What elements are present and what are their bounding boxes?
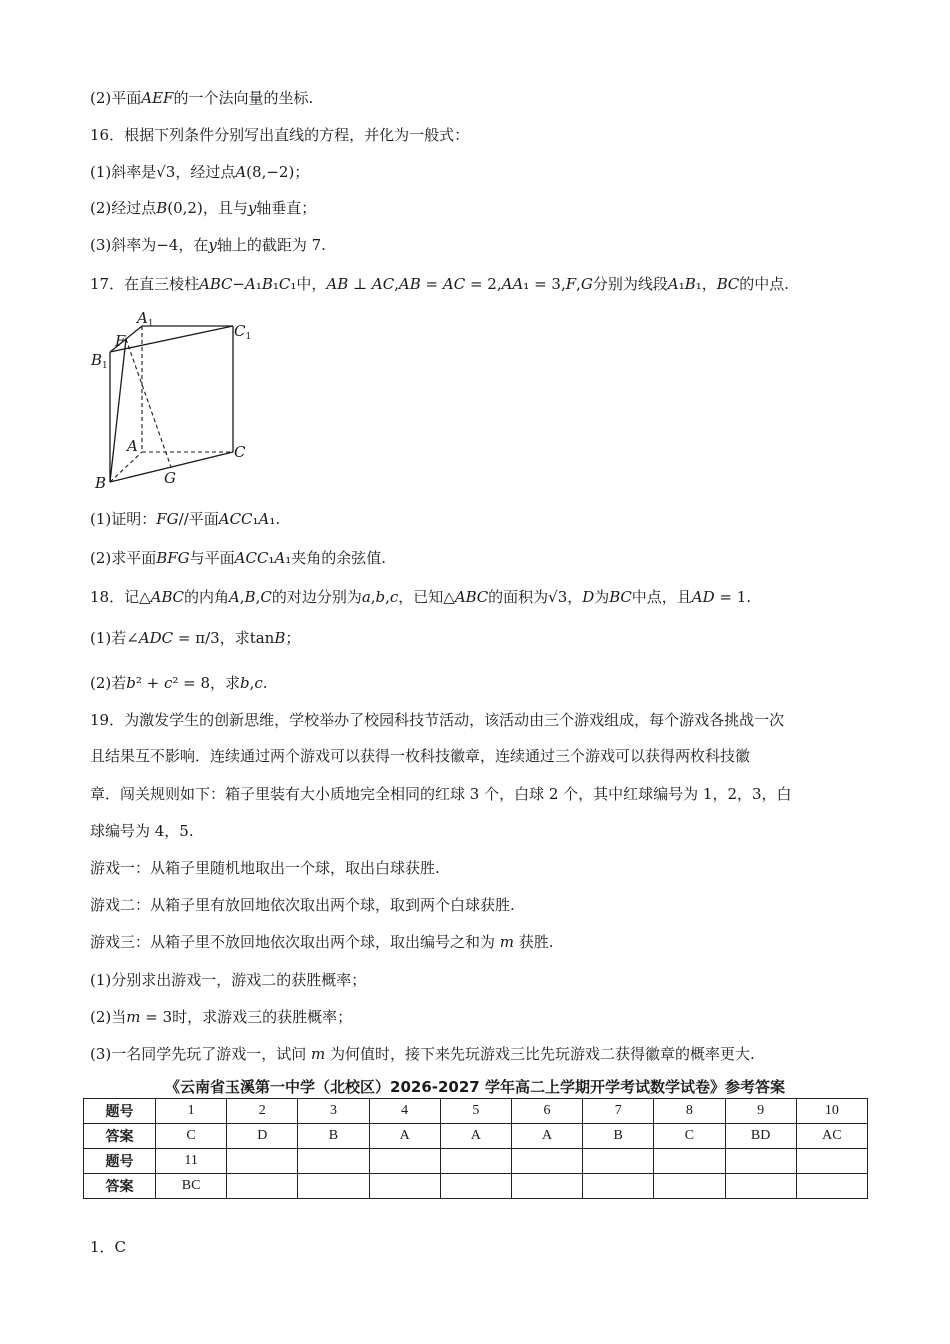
question-18-1: (1)若∠𝐴𝐷𝐶 = π/3，求tan𝐵； bbox=[90, 629, 301, 647]
label-C: C bbox=[234, 443, 246, 461]
question-16-3: (3)斜率为−4，在𝑦轴上的截距为 7. bbox=[90, 236, 326, 254]
table-row bbox=[84, 1149, 868, 1174]
table-cell bbox=[583, 1149, 654, 1174]
table-cell: A bbox=[511, 1124, 582, 1149]
table-cell: 1 bbox=[156, 1099, 227, 1124]
label-A: A bbox=[127, 437, 138, 455]
question-16-2: (2)经过点𝐵(0,2)，且与𝑦轴垂直； bbox=[90, 199, 317, 217]
table-cell bbox=[227, 1174, 298, 1199]
table-cell bbox=[440, 1174, 511, 1199]
label-G: G bbox=[164, 469, 176, 487]
question-19-line-1: 19．为激发学生的创新思维，学校举办了校园科技节活动，该活动由三个游戏组成，每个游戏各挑战一次 bbox=[90, 711, 785, 729]
table-row bbox=[84, 1099, 868, 1124]
row-header: 答案 bbox=[84, 1174, 156, 1199]
label-C1: $C_1$ bbox=[234, 322, 252, 342]
question-17-2: (2)求平面𝐵𝐹𝐺与平面𝐴𝐶𝐶₁𝐴₁夹角的余弦值. bbox=[90, 549, 387, 567]
table-cell: BC bbox=[156, 1174, 227, 1199]
table-cell: 2 bbox=[227, 1099, 298, 1124]
label-A1: $A_1$ bbox=[137, 309, 154, 329]
table-cell: AC bbox=[796, 1124, 867, 1149]
table-cell bbox=[298, 1174, 369, 1199]
table-row bbox=[84, 1174, 868, 1199]
table-cell: A bbox=[369, 1124, 440, 1149]
segment-FB bbox=[110, 339, 126, 482]
table-cell: 4 bbox=[369, 1099, 440, 1124]
question-18-2: (2)若𝑏² + 𝑐² = 8，求𝑏,𝑐. bbox=[90, 674, 268, 692]
question-17: 17．在直三棱柱𝐴𝐵𝐶−𝐴₁𝐵₁𝐶₁中，𝐴𝐵 ⊥ 𝐴𝐶,𝐴𝐵 = 𝐴𝐶 = 2,𝐴𝐴₁ = 3,𝐹,𝐺分别为线段𝐴₁𝐵₁，𝐵𝐶的中点. bbox=[90, 275, 790, 293]
row-header: 题号 bbox=[84, 1149, 156, 1174]
table-cell bbox=[654, 1174, 725, 1199]
label-B: B bbox=[95, 474, 107, 492]
answer-key-title: 《云南省玉溪第一中学（北校区）2026-2027 学年高二上学期开学考试数学试卷》参考答案 bbox=[165, 1078, 785, 1096]
table-cell: 11 bbox=[156, 1149, 227, 1174]
question-line-15-2: (2)平面𝐴𝐸𝐹的一个法向量的坐标. bbox=[90, 89, 314, 107]
table-cell: 8 bbox=[654, 1099, 725, 1124]
question-18: 18．记△𝐴𝐵𝐶的内角𝐴,𝐵,𝐶的对边分别为𝑎,𝑏,𝑐，已知△𝐴𝐵𝐶的面积为√3，𝐷为𝐵𝐶中点，且𝐴𝐷 = 1. bbox=[90, 588, 752, 606]
label-B1: $B_1$ bbox=[91, 351, 108, 371]
table-cell bbox=[369, 1149, 440, 1174]
table-row bbox=[84, 1124, 868, 1149]
row-header: 答案 bbox=[84, 1124, 156, 1149]
table-cell bbox=[511, 1149, 582, 1174]
game-one-rule: 游戏一：从箱子里随机地取出一个球，取出白球获胜. bbox=[90, 859, 440, 877]
table-cell bbox=[369, 1174, 440, 1199]
label-F: F bbox=[115, 332, 126, 350]
table-cell: B bbox=[298, 1124, 369, 1149]
table-cell: 9 bbox=[725, 1099, 796, 1124]
table-cell bbox=[298, 1149, 369, 1174]
table-cell: 6 bbox=[511, 1099, 582, 1124]
answer-key-table bbox=[83, 1098, 868, 1199]
table-cell bbox=[511, 1174, 582, 1199]
table-cell: 3 bbox=[298, 1099, 369, 1124]
question-19-1: (1)分别求出游戏一，游戏二的获胜概率； bbox=[90, 971, 367, 989]
game-two-rule: 游戏二：从箱子里有放回地依次取出两个球，取到两个白球获胜. bbox=[90, 896, 515, 914]
row-header: 题号 bbox=[84, 1099, 156, 1124]
question-19-line-3: 章．闯关规则如下：箱子里装有大小质地完全相同的红球 3 个，白球 2 个，其中红球编号为 1，2，3，白 bbox=[90, 785, 792, 803]
table-cell: C bbox=[654, 1124, 725, 1149]
game-three-rule: 游戏三：从箱子里不放回地依次取出两个球，取出编号之和为 𝑚 获胜. bbox=[90, 933, 554, 951]
edge-B1C1 bbox=[110, 326, 233, 352]
table-cell bbox=[796, 1174, 867, 1199]
question-17-1: (1)证明：𝐹𝐺//平面𝐴𝐶𝐶₁𝐴₁. bbox=[90, 510, 281, 528]
prism-figure bbox=[88, 304, 258, 494]
table-cell bbox=[725, 1174, 796, 1199]
table-cell: 7 bbox=[583, 1099, 654, 1124]
question-19-3: (3)一名同学先玩了游戏一，试问 𝑚 为何值时，接下来先玩游戏三比先玩游戏二获得徽章的概率更大. bbox=[90, 1045, 755, 1063]
table-cell: D bbox=[227, 1124, 298, 1149]
table-cell: B bbox=[583, 1124, 654, 1149]
table-cell: 10 bbox=[796, 1099, 867, 1124]
question-19-line-4: 球编号为 4，5. bbox=[90, 822, 194, 840]
table-cell: A bbox=[440, 1124, 511, 1149]
answer-1: 1．C bbox=[90, 1238, 127, 1256]
question-16: 16．根据下列条件分别写出直线的方程，并化为一般式： bbox=[90, 126, 470, 144]
table-cell bbox=[725, 1149, 796, 1174]
table-cell bbox=[227, 1149, 298, 1174]
table-cell: 5 bbox=[440, 1099, 511, 1124]
question-19-line-2: 且结果互不影响．连续通过两个游戏可以获得一枚科技徽章，连续通过三个游戏可以获得两枚科技徽 bbox=[90, 747, 751, 765]
table-cell bbox=[654, 1149, 725, 1174]
table-cell bbox=[583, 1174, 654, 1199]
table-cell bbox=[796, 1149, 867, 1174]
table-cell bbox=[440, 1149, 511, 1174]
table-cell: BD bbox=[725, 1124, 796, 1149]
question-19-2: (2)当𝑚 = 3时，求游戏三的获胜概率； bbox=[90, 1008, 353, 1026]
question-16-1: (1)斜率是√3，经过点𝐴(8,−2)； bbox=[90, 163, 310, 181]
prism-diagram bbox=[88, 304, 258, 494]
table-cell: C bbox=[156, 1124, 227, 1149]
